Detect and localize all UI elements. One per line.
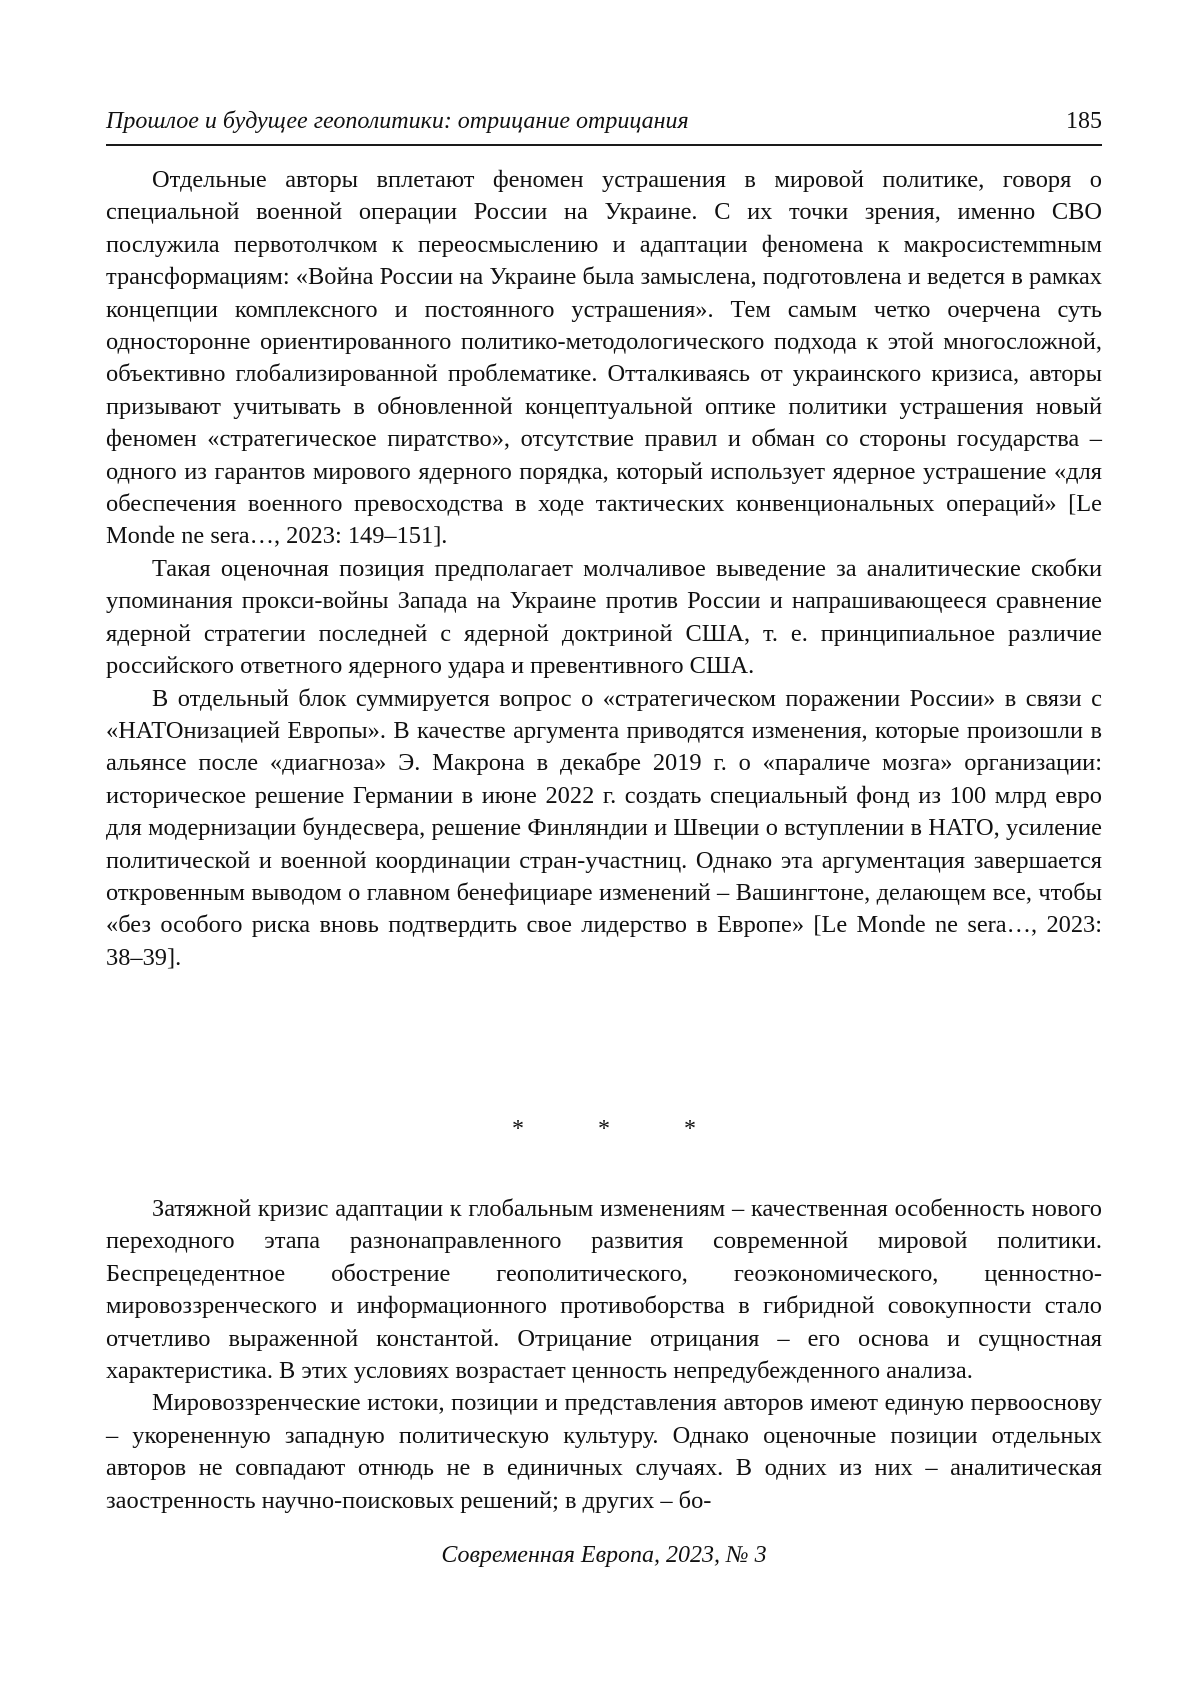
asterisk: * <box>684 1116 696 1142</box>
document-page <box>106 0 1102 1694</box>
paragraph: Отдельные авторы вплетают феномен устрашения в мировой политике, говоря о специальной военной операции России на Украине. С их точки зрения, именно СВО послужила первотолчком к переосмыслению и адаптации феномена к макросистемmным трансформациям: «Война России на Украине была замыслена, подготовлена и ведется в рамках концепции комплексного и постоянного устрашения». Тем самым четко очерчена суть односторонне ориентированного политико-методологического подхода к этой многосложной, объективно глобализированной проблематике. Отталкиваясь от украинского кризиса, авторы призывают учитывать в обновленной концептуальной оптике политики устрашения новый феномен «стратегическое пиратство», отсутствие правил и обман со стороны государства – одного из гарантов мирового ядерного порядка, который использует ядерное устрашение «для обеспечения военного превосходства в ходе тактических конвенциональных операций» [Le Monde ne sera…, 2023: 149–151]. <box>106 166 1102 550</box>
running-title: Прошлое и будущее геополитики: отрицание отрицания <box>106 108 689 134</box>
asterisk: * <box>512 1116 524 1142</box>
paragraph: В отдельный блок суммируется вопрос о «стратегическом поражении России» в связи с «НАТОнизацией Европы». В качестве аргумента приводятся изменения, которые произошли в альянсе после «диагноза» Э. Макрона в декабре 2019 г. о «параличе мозга» организации: историческое решение Германии в июне 2022 г. создать специальный фонд из 100 млрд евро для модернизации бундесвера, решение Финляндии и Швеции о вступлении в НАТО, усиление политической и военной координации стран-участниц. Однако эта аргументация завершается откровенным выводом о главном бенефициаре изменений – Вашингтоне, делающем все, чтобы «без особого риска вновь подтвердить свое лидерство в Европе» [Le Monde ne sera…, 2023: 38–39]. <box>106 684 1102 971</box>
running-header <box>106 104 1102 146</box>
paragraph: Такая оценочная позиция предполагает молчаливое выведение за аналитические скобки упоминания прокси-войны Запада на Украине против России и напрашивающееся сравнение ядерной стратегии последней с ядерной доктриной США, т. е. принципиальное различие российского ответного ядерного удара и превентивного США. <box>106 554 1102 680</box>
asterisk: * <box>598 1116 610 1142</box>
article-body-section-1 <box>106 164 1102 974</box>
article-body-section-2 <box>106 1193 1102 1517</box>
section-separator <box>106 1116 1102 1143</box>
paragraph: Затяжной кризис адаптации к глобальным изменениям – качественная особенность нового переходного этапа разнонаправленного развития современной мировой политики. Беспрецедентное обострение геополитического, геоэкономического, ценностно-мировоззренческого и информационного противоборства в гибридной совокупности стало отчетливо выраженной константой. Отрицание отрицания – его основа и сущностная характеристика. В этих условиях возрастает ценность непредубежденного анализа. <box>106 1195 1102 1385</box>
page-number: 185 <box>1066 108 1102 134</box>
paragraph: Мировоззренческие истоки, позиции и представления авторов имеют единую первооснову – укорененную западную политическую культуру. Однако оценочные позиции отдельных авторов не совпадают отнюдь не в единичных случаях. В одних из них – аналитическая заостренность научно-поисковых решений; в других – бо- <box>106 1389 1102 1514</box>
journal-footer: Современная Европа, 2023, № 3 <box>441 1542 767 1568</box>
